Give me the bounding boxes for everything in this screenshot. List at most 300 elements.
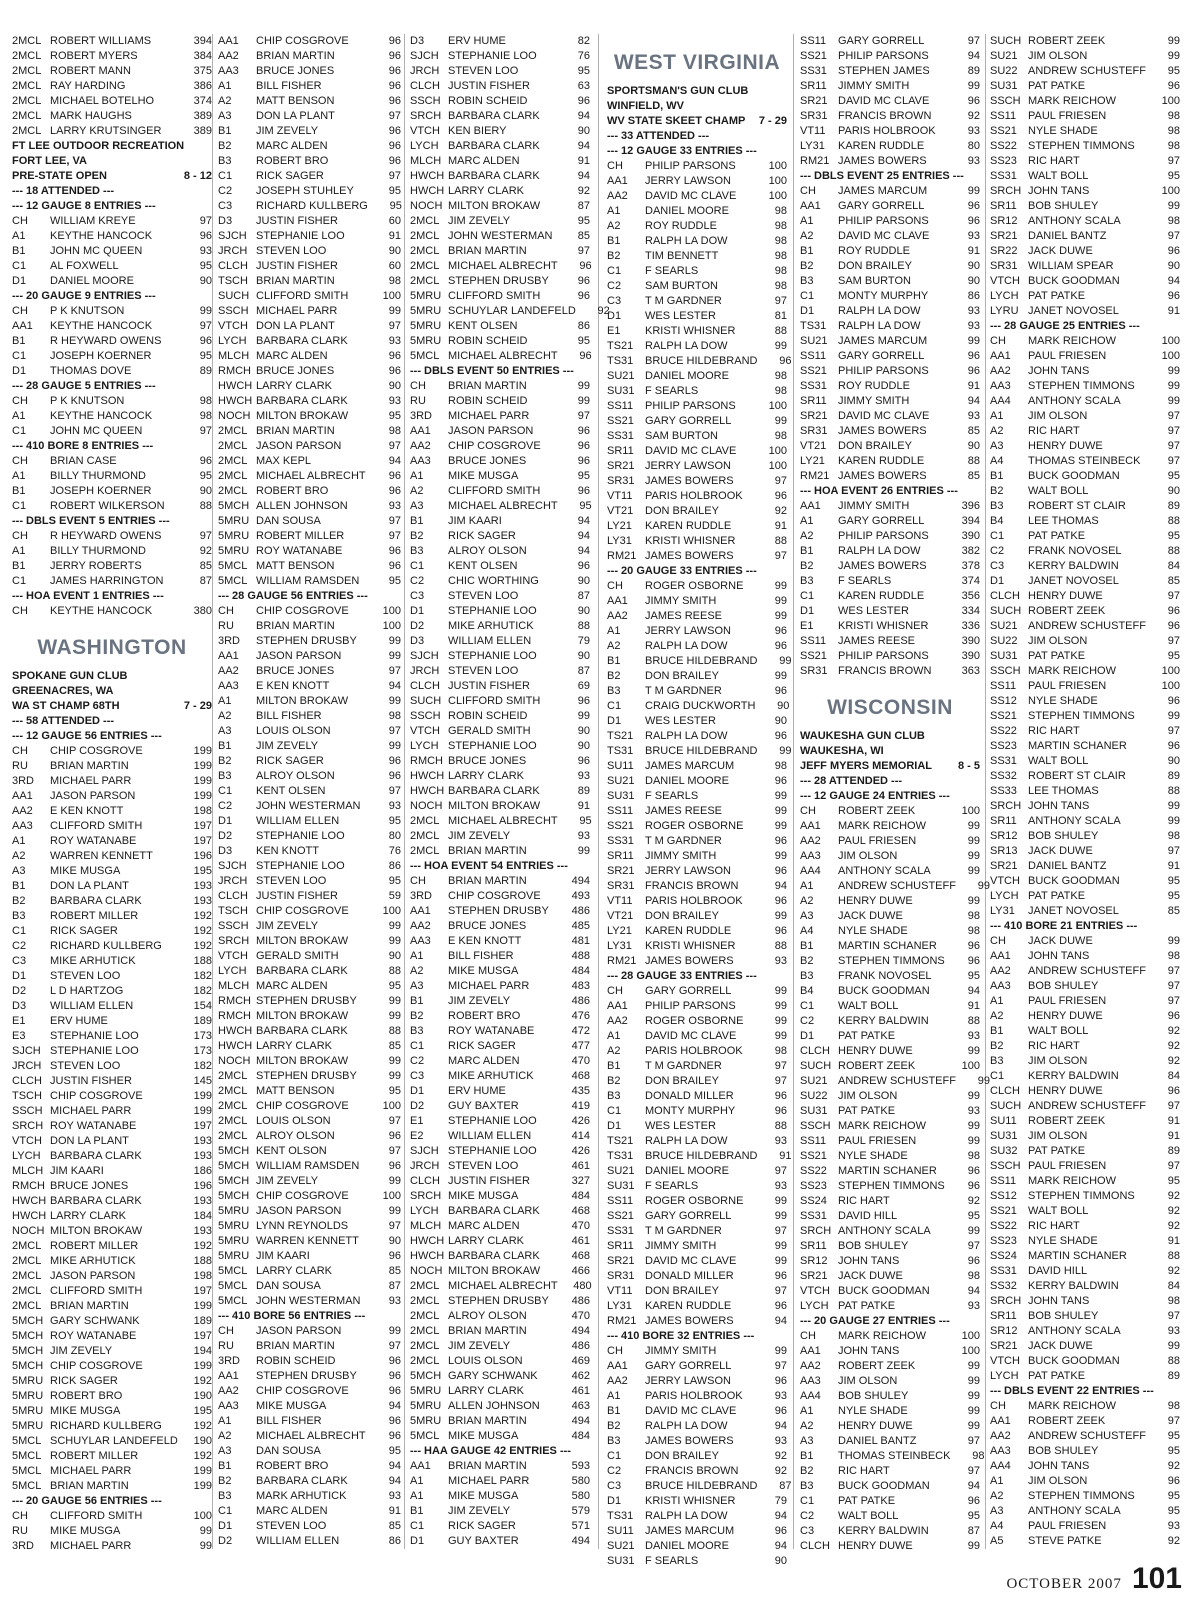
shooter-name: WARREN KENNETT: [256, 1235, 359, 1247]
class-code: B1: [607, 235, 621, 247]
score: 90: [1167, 485, 1180, 497]
class-code: C2: [990, 545, 1005, 557]
class-code: C1: [410, 560, 425, 572]
score: 96: [577, 440, 590, 452]
shooter-name: BUCK GOODMAN: [1028, 470, 1120, 482]
class-code: SSCH: [990, 1160, 1021, 1172]
class-code: A2: [607, 220, 621, 232]
result-row: [12, 1059, 212, 1074]
shooter-name: STEPHEN DRUSBY: [448, 1295, 549, 1307]
shooter-name: PHILIP PARSONS: [838, 650, 929, 662]
class-code: A2: [990, 1490, 1004, 1502]
shooter-name: BRUCE HILDEBRAND: [645, 1150, 758, 1162]
score: 88: [388, 965, 401, 977]
result-row: [800, 1494, 980, 1509]
shooter-name: CLIFFORD SMITH: [50, 820, 143, 832]
class-code: 2MCL: [410, 815, 440, 827]
shooter-name: JUSTIN FISHER: [256, 260, 338, 272]
shooter-name: MICHAEL ALBRECHT: [448, 1280, 558, 1292]
score: 96: [577, 455, 590, 467]
shooter-name: STEVEN LOO: [448, 65, 519, 77]
result-row: [12, 744, 212, 759]
shooter-name: RIC HART: [838, 1465, 890, 1477]
class-code: C1: [800, 290, 815, 302]
score: 173: [193, 1045, 212, 1057]
result-row: [218, 979, 401, 994]
result-row: [990, 1444, 1180, 1459]
class-code: AA1: [990, 350, 1011, 362]
score: 193: [193, 1135, 212, 1147]
shooter-name: STEPHANIE LOO: [448, 1145, 537, 1157]
score: 375: [193, 65, 212, 77]
score: 97: [1167, 1415, 1180, 1427]
shooter-name: ROBERT BRO: [448, 1010, 521, 1022]
result-row: [990, 754, 1180, 769]
class-code: A1: [800, 1405, 814, 1417]
score: 98: [774, 235, 787, 247]
class-code: SS32: [990, 770, 1017, 782]
score: 96: [388, 1385, 401, 1397]
score: 87: [577, 200, 590, 212]
class-code: A1: [218, 695, 232, 707]
shooter-name: JUSTIN FISHER: [50, 1075, 132, 1087]
result-row: [410, 904, 590, 919]
result-row: [607, 609, 787, 624]
shooter-name: HENRY DUWE: [838, 1045, 913, 1057]
class-code: A3: [12, 865, 26, 877]
shooter-name: ALROY OLSON: [448, 1310, 527, 1322]
shooter-name: F SEARLS: [645, 1555, 699, 1567]
score: 79: [577, 635, 590, 647]
class-code: 2MCL: [218, 1085, 248, 1097]
shooter-name: CHIP COSGROVE: [256, 1190, 349, 1202]
score: 99: [967, 1090, 980, 1102]
result-row: [218, 1204, 401, 1219]
score: 85: [1167, 905, 1180, 917]
class-code: RU: [218, 620, 234, 632]
class-code: A1: [218, 80, 232, 92]
score: 96: [577, 275, 590, 287]
shooter-name: KERRY BALDWIN: [838, 1525, 929, 1537]
shooter-name: PARIS HOLBROOK: [645, 1045, 743, 1057]
class-code: AA2: [218, 50, 239, 62]
score: 86: [577, 320, 590, 332]
score: 90: [199, 485, 212, 497]
result-row: [12, 1029, 212, 1044]
class-code: SS33: [990, 785, 1017, 797]
score: 98: [199, 395, 212, 407]
class-code: TS31: [607, 355, 634, 367]
shooter-name: JOHN WESTERMAN: [256, 800, 361, 812]
class-code: SU32: [990, 1145, 1018, 1157]
score: 100: [768, 460, 787, 472]
score: 91: [1167, 1115, 1180, 1127]
shooter-name: THOMAS STEINBECK: [1028, 455, 1141, 467]
class-code: VTCH: [218, 950, 248, 962]
score: 96: [579, 350, 592, 362]
score: 99: [977, 880, 990, 892]
score: 99: [388, 650, 401, 662]
class-code: 2MCL: [410, 1355, 440, 1367]
shooter-name: BRIAN MARTIN: [50, 760, 129, 772]
class-code: SS11: [990, 1175, 1017, 1187]
class-code: SR12: [990, 830, 1018, 842]
result-row: [607, 234, 787, 249]
result-row: [410, 1294, 590, 1309]
class-code: LYCH: [218, 335, 247, 347]
result-row: [218, 904, 401, 919]
result-row: [410, 709, 590, 724]
shooter-name: STEPHEN TIMMONS: [838, 1180, 945, 1192]
score: 199: [193, 760, 212, 772]
shooter-name: WES LESTER: [645, 715, 716, 727]
shooter-name: PAT PATKE: [1028, 650, 1086, 662]
class-code: A1: [12, 470, 26, 482]
class-code: SR11: [607, 445, 634, 457]
score: 94: [577, 515, 590, 527]
class-code: LY31: [800, 140, 825, 152]
score: 98: [1167, 1295, 1180, 1307]
result-row: [218, 1099, 401, 1114]
class-code: HWCH: [218, 380, 253, 392]
class-code: B2: [990, 1040, 1004, 1052]
class-code: SU31: [607, 1180, 635, 1192]
score: 483: [571, 980, 590, 992]
shooter-name: RALPH LA DOW: [645, 640, 728, 652]
shooter-name: PAUL FRIESEN: [1028, 680, 1107, 692]
shooter-name: BRUCE HILDEBRAND: [645, 655, 758, 667]
class-code: SR31: [800, 665, 828, 677]
score: 96: [577, 95, 590, 107]
shooter-name: GERALD SMITH: [448, 725, 531, 737]
score: 97: [1167, 1310, 1180, 1322]
class-code: CH: [800, 1330, 816, 1342]
class-code: C1: [607, 265, 622, 277]
score: 468: [571, 1250, 590, 1262]
result-row: [410, 259, 590, 274]
score: 91: [1167, 1130, 1180, 1142]
class-code: 5MRU: [410, 305, 442, 317]
result-row: [990, 844, 1180, 859]
score: 91: [1167, 305, 1180, 317]
result-row: [218, 724, 401, 739]
score: 96: [388, 470, 401, 482]
section-header: [607, 129, 787, 144]
score: 97: [388, 785, 401, 797]
result-row: [800, 34, 980, 49]
score: 97: [388, 725, 401, 737]
result-row: [12, 864, 212, 879]
shooter-name: GARY SCHWANK: [448, 1370, 538, 1382]
result-row: [607, 714, 787, 729]
score: 154: [193, 1000, 212, 1012]
class-code: LY31: [990, 905, 1015, 917]
shooter-name: BRUCE HILDEBRAND: [645, 355, 758, 367]
result-row: [800, 229, 980, 244]
result-row: [990, 259, 1180, 274]
class-code: CLCH: [990, 1085, 1020, 1097]
result-row: [218, 859, 401, 874]
score: 192: [193, 925, 212, 937]
shooter-name: BOB SHULEY: [1028, 200, 1099, 212]
result-row: [800, 879, 990, 894]
shooter-name: KEYTHE HANCOCK: [50, 410, 153, 422]
result-row: [410, 439, 590, 454]
class-code: SU21: [800, 1075, 828, 1087]
score: 76: [577, 50, 590, 62]
shooter-name: JIM ZEVELY: [448, 1505, 511, 1517]
score: 389: [193, 125, 212, 137]
score: 97: [388, 1220, 401, 1232]
result-row: [410, 34, 590, 49]
shooter-name: DAVID HILL: [1028, 1265, 1088, 1277]
result-row: [12, 1329, 212, 1344]
result-row: [218, 1339, 401, 1354]
result-row: [218, 619, 401, 634]
result-row: [800, 1344, 980, 1359]
shooter-name: JIM ZEVELY: [256, 920, 319, 932]
result-row: [990, 1189, 1180, 1204]
score: 91: [1167, 860, 1180, 872]
shooter-name: BRIAN MARTIN: [256, 50, 335, 62]
score: 99: [388, 1205, 401, 1217]
class-code: SS21: [990, 125, 1017, 137]
shooter-name: ANTHONY SCALA: [838, 1225, 931, 1237]
score: 472: [571, 1025, 590, 1037]
result-row: [800, 319, 980, 334]
result-row: [410, 754, 590, 769]
class-code: TS21: [607, 340, 634, 352]
class-code: CH: [607, 160, 623, 172]
shooter-name: JASON PARSON: [256, 650, 342, 662]
result-row: [12, 1089, 212, 1104]
score: 95: [388, 575, 401, 587]
class-code: D1: [410, 1535, 425, 1547]
class-code: SSCH: [218, 305, 249, 317]
class-code: 5MCL: [410, 1430, 440, 1442]
score: 87: [577, 590, 590, 602]
score: 197: [193, 835, 212, 847]
class-code: CH: [990, 1400, 1006, 1412]
result-row: [218, 1444, 401, 1459]
section-header-text: --- 12 GAUGE 24 ENTRIES ---: [800, 790, 950, 802]
section-header-text: --- HOA EVENT 54 ENTRIES ---: [410, 860, 568, 872]
result-row: [410, 844, 590, 859]
shooter-name: BUCK GOODMAN: [838, 1480, 930, 1492]
result-row: [607, 429, 787, 444]
class-code: A2: [800, 1420, 814, 1432]
score: 463: [571, 1400, 590, 1412]
result-row: [990, 184, 1180, 199]
shooter-name: DANIEL MOORE: [50, 275, 134, 287]
result-row: [12, 544, 212, 559]
score: 193: [193, 1195, 212, 1207]
shooter-name: DANIEL BANTZ: [1028, 230, 1107, 242]
class-code: AA3: [410, 935, 431, 947]
result-row: [218, 169, 401, 184]
class-code: A3: [990, 440, 1004, 452]
score: 99: [774, 1210, 787, 1222]
shooter-name: ERV HUME: [50, 1015, 108, 1027]
class-code: D1: [800, 305, 815, 317]
score: 85: [967, 425, 980, 437]
score: 98: [774, 250, 787, 262]
score: 99: [1167, 395, 1180, 407]
result-row: [800, 1419, 980, 1434]
class-code: 5MCL: [12, 1435, 42, 1447]
shooter-name: RALPH LA DOW: [838, 320, 921, 332]
section-header: [12, 289, 212, 304]
score: 96: [774, 1300, 787, 1312]
shooter-name: MONTY MURPHY: [645, 1105, 736, 1117]
result-row: [410, 1369, 590, 1384]
class-code: CH: [12, 605, 28, 617]
score: 100: [961, 1060, 980, 1072]
result-row: [410, 154, 590, 169]
result-row: [12, 604, 212, 619]
result-row: [607, 639, 787, 654]
class-code: SR13: [990, 845, 1018, 857]
shooter-name: WALT BOLL: [838, 1000, 899, 1012]
shooter-name: ROY WATANABE: [448, 1025, 535, 1037]
result-row: [990, 799, 1180, 814]
section-header-text: GREENACRES, WA: [12, 685, 114, 697]
result-row: [12, 49, 212, 64]
class-code: SS31: [607, 835, 634, 847]
class-code: B3: [12, 910, 26, 922]
score: 197: [193, 820, 212, 832]
result-row: [218, 1189, 401, 1204]
score: 98: [774, 1045, 787, 1057]
shooter-name: JOHN WESTERMAN: [448, 230, 553, 242]
score: 96: [388, 155, 401, 167]
result-row: [218, 919, 401, 934]
score: 96: [1167, 1475, 1180, 1487]
result-row: [218, 184, 401, 199]
class-code: 2MCL: [410, 275, 440, 287]
score: 95: [1167, 170, 1180, 182]
result-row: [410, 1339, 590, 1354]
class-code: B2: [218, 140, 232, 152]
result-row: [12, 454, 212, 469]
result-row: [12, 954, 212, 969]
shooter-name: NYLE SHADE: [838, 1150, 908, 1162]
result-row: [990, 604, 1180, 619]
class-code: 5MCH: [12, 1360, 44, 1372]
class-code: B4: [990, 515, 1004, 527]
score: 93: [388, 395, 401, 407]
score: 96: [388, 770, 401, 782]
result-row: [607, 579, 787, 594]
score: 96: [774, 865, 787, 877]
result-row: [12, 984, 212, 999]
result-row: [990, 1219, 1180, 1234]
shooter-name: CHIP COSGROVE: [256, 1385, 349, 1397]
result-row: [607, 1494, 787, 1509]
class-code: VT11: [800, 125, 826, 137]
class-code: B1: [12, 485, 26, 497]
score: 93: [774, 1435, 787, 1447]
shooter-name: ROBERT ZEEK: [1028, 605, 1106, 617]
shooter-name: GARY GORRELL: [645, 1360, 732, 1372]
class-code: RMCH: [218, 365, 251, 377]
score: 99: [967, 835, 980, 847]
result-row: [990, 334, 1180, 349]
class-code: B1: [218, 1460, 232, 1472]
shooter-name: DANIEL MOORE: [645, 1165, 729, 1177]
shooter-name: RALPH LA DOW: [645, 730, 728, 742]
shooter-name: ROBIN SCHEID: [448, 335, 528, 347]
score: 97: [1167, 455, 1180, 467]
shooter-name: DON BRAILEY: [645, 505, 719, 517]
result-row: [12, 1359, 212, 1374]
score: 69: [577, 680, 590, 692]
class-code: AA2: [218, 1385, 239, 1397]
shooter-name: HENRY DUWE: [838, 1540, 913, 1552]
score: 468: [571, 1070, 590, 1082]
score: 95: [389, 200, 402, 212]
shooter-name: JANET NOVOSEL: [1028, 905, 1119, 917]
class-code: 5MRU: [410, 1385, 442, 1397]
shooter-name: LARRY CLARK: [256, 380, 333, 392]
score: 97: [388, 1340, 401, 1352]
shooter-name: JAMES BOWERS: [645, 955, 734, 967]
score: 88: [1167, 785, 1180, 797]
class-code: SR11: [800, 1240, 827, 1252]
shooter-name: JAMES REESE: [645, 610, 723, 622]
score: 580: [571, 1475, 590, 1487]
score: 95: [1167, 1430, 1180, 1442]
class-code: AA4: [990, 395, 1011, 407]
class-code: LYCH: [990, 1370, 1019, 1382]
result-row: [990, 1234, 1180, 1249]
result-row: [218, 694, 401, 709]
class-code: CH: [12, 305, 28, 317]
shooter-name: ROBERT MANN: [50, 65, 131, 77]
result-row: [410, 1474, 590, 1489]
result-row: [607, 474, 787, 489]
shooter-name: STEVEN LOO: [448, 665, 519, 677]
class-code: AA1: [990, 1415, 1011, 1427]
class-code: B1: [12, 245, 26, 257]
shooter-name: JERRY LAWSON: [645, 865, 731, 877]
class-code: RM21: [607, 1315, 637, 1327]
class-code: SU11: [607, 760, 634, 772]
score: 96: [388, 1355, 401, 1367]
score: 96: [388, 80, 401, 92]
result-row: [410, 379, 590, 394]
event-date: 7 - 29: [758, 115, 787, 127]
class-code: SS22: [800, 1165, 827, 1177]
score: 390: [961, 650, 980, 662]
class-code: AA1: [607, 175, 628, 187]
class-code: 2MCL: [410, 830, 440, 842]
class-code: B3: [800, 1480, 814, 1492]
result-row: [800, 1074, 990, 1089]
class-code: NOCH: [410, 800, 443, 812]
result-row: [990, 1159, 1180, 1174]
class-code: HWCH: [410, 785, 445, 797]
score: 99: [1167, 365, 1180, 377]
shooter-name: F SEARLS: [645, 1180, 699, 1192]
score: 95: [577, 335, 590, 347]
class-code: AA2: [607, 610, 628, 622]
result-row: [410, 199, 590, 214]
class-code: C2: [410, 575, 425, 587]
class-code: 5MCH: [218, 1145, 250, 1157]
result-row: [410, 1414, 590, 1429]
shooter-name: GUY BAXTER: [448, 1535, 519, 1547]
